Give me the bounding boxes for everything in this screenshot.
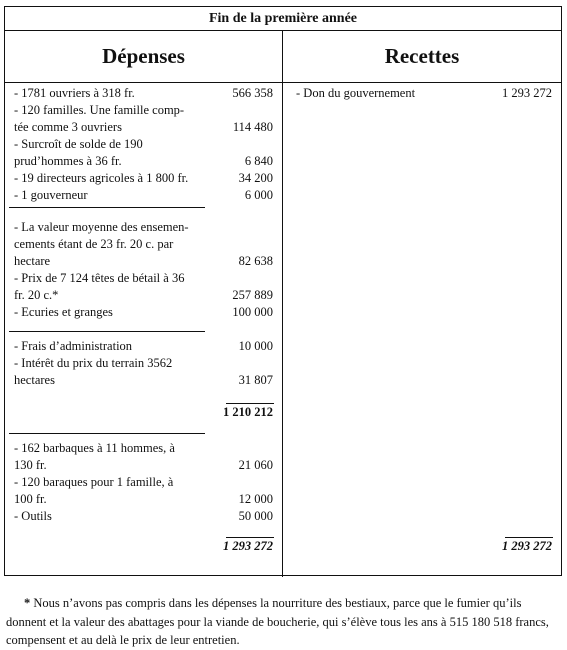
row-label xyxy=(14,85,214,102)
row-label-line: - 162 barbaques à 11 hommes, à xyxy=(14,441,175,455)
footnote xyxy=(6,594,562,650)
row-label-line: - Don du gouvernement xyxy=(296,86,416,100)
row-amount: 10 000 xyxy=(238,339,273,353)
row-label xyxy=(14,219,214,270)
row-label-line: - 1781 ouvriers à 318 fr. xyxy=(14,86,135,100)
column-header-depenses: Dépenses xyxy=(5,31,282,83)
row-label xyxy=(14,136,214,170)
row-label-line: - Ecuries et granges xyxy=(14,305,113,319)
row-label xyxy=(14,338,214,355)
row-amount: 6 000 xyxy=(244,188,273,202)
row-label-line: - Frais d’administration xyxy=(14,339,133,353)
total-recettes: 1 293 272 xyxy=(502,539,552,553)
row-label-line: prud’hommes à 36 fr. xyxy=(14,154,122,168)
row-label-line: hectares xyxy=(14,373,55,387)
column-header-recettes: Recettes xyxy=(283,31,561,83)
row-label-line: tée comme 3 ouvriers xyxy=(14,120,122,134)
row-label-line: - Outils xyxy=(14,509,52,523)
row-label xyxy=(14,170,214,187)
row-label-line: - 19 directeurs agricoles à 1 800 fr. xyxy=(14,171,189,185)
row-amount: 100 000 xyxy=(232,305,273,319)
table-title: Fin de la première année xyxy=(5,7,561,31)
subtotal-depenses: 1 210 212 xyxy=(223,405,273,419)
row-label xyxy=(14,440,214,474)
group-separator xyxy=(9,433,205,434)
row-amount: 50 000 xyxy=(238,509,273,523)
row-label xyxy=(14,474,214,508)
group-separator xyxy=(9,331,205,332)
row-label xyxy=(14,187,214,204)
row-label-line: 100 fr. xyxy=(14,492,47,506)
row-amount: 1 293 272 xyxy=(502,86,552,100)
footnote-text: Nous n’avons pas compris dans les dépenses la nourriture des bestiaux, parce que le fumier qu’ils donnent et la valeur des abattages pour la viande de boucherie, qui s’élève tous les ans à 515 180 518 francs, compensent et au delà le prix de leur entretien. xyxy=(6,596,549,647)
row-label xyxy=(296,85,496,102)
accounts-table xyxy=(4,6,562,576)
row-label-line: - Intérêt du prix du terrain 3562 xyxy=(14,356,173,370)
row-amount: 566 358 xyxy=(232,86,273,100)
footnote-marker: * xyxy=(24,596,31,610)
row-label-line: - La valeur moyenne des ensemen- xyxy=(14,220,189,234)
row-amount: 114 480 xyxy=(232,120,273,134)
sum-rule xyxy=(505,537,553,538)
row-label-line: - 120 baraques pour 1 famille, à xyxy=(14,475,174,489)
row-amount: 257 889 xyxy=(232,288,273,302)
row-label xyxy=(14,270,214,304)
row-label xyxy=(14,304,214,321)
row-amount: 6 840 xyxy=(244,154,273,168)
row-amount: 21 060 xyxy=(238,458,273,472)
column-divider xyxy=(282,31,283,577)
row-label-line: - Prix de 7 124 têtes de bétail à 36 xyxy=(14,271,185,285)
row-label xyxy=(14,355,214,389)
row-label-line: 130 fr. xyxy=(14,458,47,472)
row-label xyxy=(14,508,214,525)
row-amount: 82 638 xyxy=(238,254,273,268)
row-amount: 34 200 xyxy=(238,171,273,185)
total-depenses: 1 293 272 xyxy=(223,539,273,553)
sum-rule xyxy=(226,403,274,404)
row-label-line: - 1 gouverneur xyxy=(14,188,88,202)
row-amount: 12 000 xyxy=(238,492,273,506)
row-label-line: - Surcroît de solde de 190 xyxy=(14,137,143,151)
row-label xyxy=(14,102,214,136)
row-label-line: hectare xyxy=(14,254,51,268)
group-separator xyxy=(9,207,205,208)
row-amount: 31 807 xyxy=(238,373,273,387)
row-label-line: fr. 20 c.* xyxy=(14,288,59,302)
row-label-line: - 120 familles. Une famille comp- xyxy=(14,103,185,117)
row-label-line: cements étant de 23 fr. 20 c. par xyxy=(14,237,174,251)
sum-rule xyxy=(226,537,274,538)
